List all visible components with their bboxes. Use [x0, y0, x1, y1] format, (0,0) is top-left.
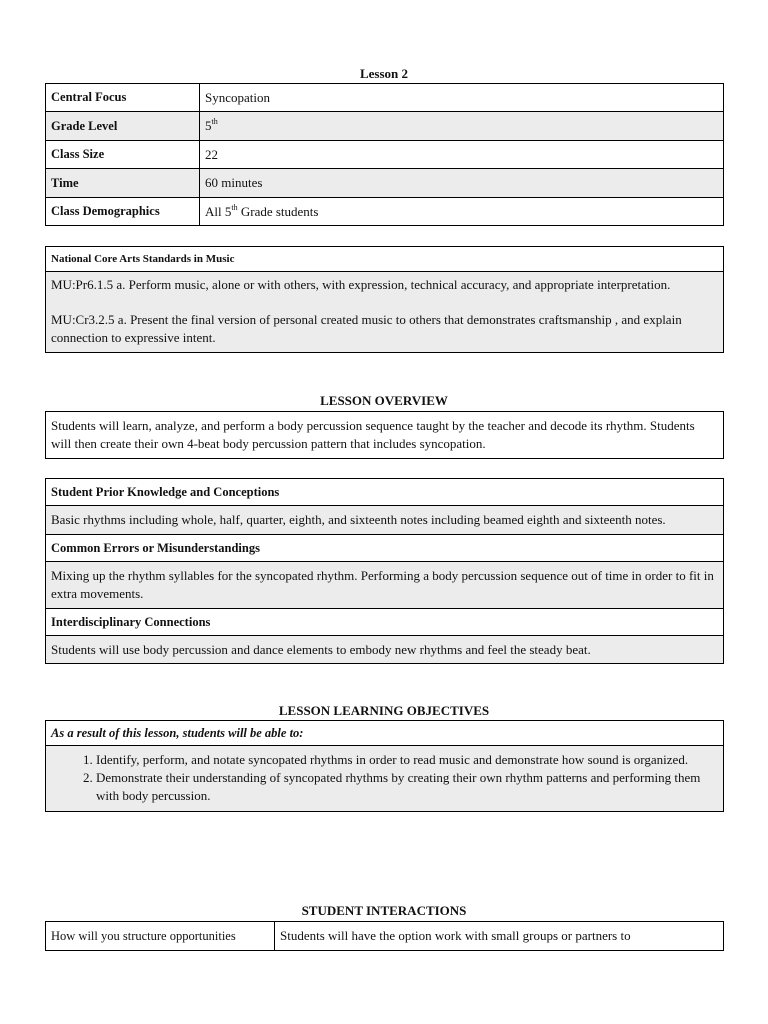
class-size-value: 22	[200, 141, 724, 169]
lesson-overview-table	[45, 411, 724, 459]
lesson-overview-heading: LESSON OVERVIEW	[320, 393, 448, 408]
class-demographics-label: Class Demographics	[46, 198, 200, 226]
interactions-text: Students will have the option work with small groups or partners to	[275, 922, 724, 951]
prior-knowledge-text: Basic rhythms including whole, half, quarter, eighth, and sixteenth notes including beamed eighth and sixteenth notes.	[46, 506, 724, 535]
prior-knowledge-label: Student Prior Knowledge and Conceptions	[46, 479, 724, 506]
class-size-label: Class Size	[46, 141, 200, 169]
learning-objectives-table	[45, 720, 724, 812]
grade-level-value: 5th	[200, 112, 724, 141]
time-value: 60 minutes	[200, 169, 724, 198]
standards-table	[45, 246, 724, 353]
objective-item: 2. Demonstrate their understanding of syncopated rhythms by creating their own rhythm patterns and performing them with body percussion.	[96, 769, 718, 805]
objectives-list	[51, 751, 718, 805]
central-focus-label: Central Focus	[46, 84, 200, 112]
objective-item: 1. Identify, perform, and notate syncopated rhythms in order to read music and demonstrate how sound is organized.	[96, 751, 718, 769]
interdisciplinary-text: Students will use body percussion and dance elements to embody new rhythms and feel the steady beat.	[46, 636, 724, 664]
grade-level-label: Grade Level	[46, 112, 200, 141]
lesson-info-table	[45, 83, 724, 226]
standard-item: MU:Cr3.2.5 a. Present the final version of personal created music to others that demonstrates craftsmanship , and explain connection to expressive intent.	[51, 312, 682, 345]
student-interactions-heading: STUDENT INTERACTIONS	[301, 903, 467, 918]
objectives-body	[46, 746, 724, 812]
central-focus-value: Syncopation	[200, 84, 724, 112]
standards-header: National Core Arts Standards in Music	[46, 247, 724, 272]
common-errors-text: Mixing up the rhythm syllables for the syncopated rhythm. Performing a body percussion sequence out of time in order to fit in extra movements.	[46, 562, 724, 609]
common-errors-label: Common Errors or Misunderstandings	[46, 535, 724, 562]
knowledge-table	[45, 478, 724, 664]
standard-item: MU:Pr6.1.5 a. Perform music, alone or with others, with expression, technical accuracy, and appropriate interpretation.	[51, 277, 671, 292]
standards-body	[46, 272, 724, 353]
learning-objectives-heading: LESSON LEARNING OBJECTIVES	[278, 703, 490, 718]
lesson-title: Lesson 2	[359, 66, 409, 81]
lesson-overview-text: Students will learn, analyze, and perform a body percussion sequence taught by the teacher and decode its rhythm. Students will then create their own 4-beat body percussion pattern that includes syncopation.	[46, 412, 724, 459]
student-interactions-table	[45, 921, 724, 951]
time-label: Time	[46, 169, 200, 198]
class-demographics-value: All 5th Grade students	[200, 198, 724, 226]
interactions-label: How will you structure opportunities	[46, 922, 275, 951]
objectives-intro: As a result of this lesson, students will be able to:	[46, 721, 724, 746]
interdisciplinary-label: Interdisciplinary Connections	[46, 609, 724, 636]
